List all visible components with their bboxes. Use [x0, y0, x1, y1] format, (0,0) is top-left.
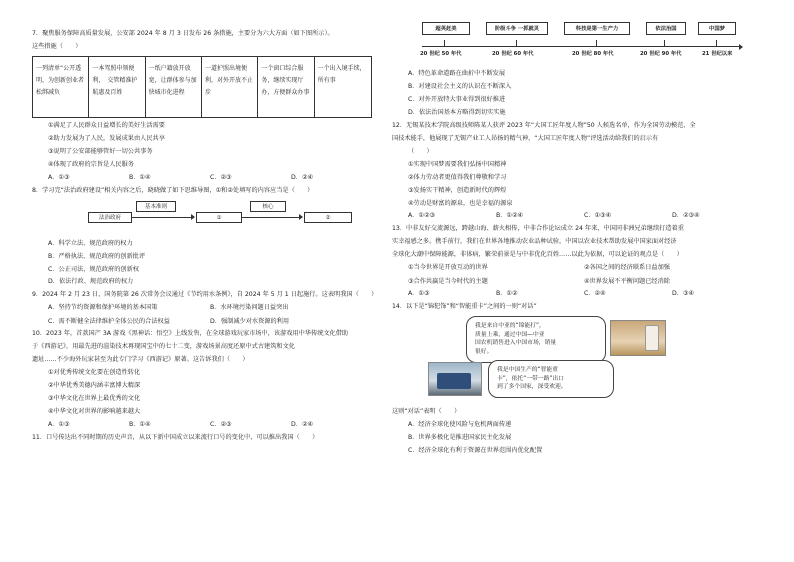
- q11-option[interactable]: C．对外开放特大事业得到很好推进: [408, 95, 506, 103]
- q13-statements: [392, 264, 760, 286]
- q12-statement: ③发扬实干精神，创造新时代的辉煌: [408, 186, 507, 194]
- q7-statement: ④体现了政府的宗旨是人民服务: [48, 160, 134, 168]
- option-a[interactable]: A．①③: [48, 420, 70, 428]
- question-13: [392, 225, 760, 298]
- timeline-label: 20 世纪 90 年代: [640, 51, 682, 57]
- question-9: [32, 291, 378, 326]
- measure-cell: 一纸户籍放开放宽，让群体参与加快城市化进程: [146, 57, 202, 117]
- question-8: [32, 187, 372, 287]
- timeline-label: 20 世纪 50 年代: [420, 51, 462, 57]
- timeline-tick: [596, 40, 597, 46]
- q7-options: [32, 174, 372, 182]
- option-c[interactable]: C．①③④: [584, 212, 612, 220]
- q13-stem-line: 全球化大潮中保障能源，非体病，繁荣前景是与中非优化百姓……以此为依据，可以论证的观点是（ ）: [392, 251, 683, 259]
- q12-options: [392, 212, 760, 220]
- q14-option[interactable]: B．世界多极化是推进国家民主化发展: [408, 433, 512, 441]
- option-d[interactable]: D．②④: [291, 420, 314, 428]
- question-14: [392, 303, 760, 455]
- timeline-label: 20 世纪 60 年代: [492, 51, 534, 57]
- q13-statement: ③合作共赢是当今时代的主题: [408, 277, 488, 285]
- mindmap-box-blank-1: ①: [196, 212, 242, 223]
- q13-stem-line: 实幸福感之多。携手前行，我们在世界各地推动农业品种试验，中国以农业技术帮助发展中国家面对经济: [392, 238, 677, 246]
- q11-timeline: [392, 18, 760, 66]
- q13-statement: ①当今世界是开放互动的世界: [408, 264, 488, 272]
- right-column: [392, 26, 760, 460]
- measure-cell: 一个出入境手续，所有事: [317, 64, 366, 84]
- option-b[interactable]: B．水环境污染问题日益突出: [210, 304, 289, 312]
- q7-statement: ②助力发展为了人民，发展成果由人民共享: [48, 134, 165, 142]
- timeline-tick: [716, 40, 717, 46]
- bubble-text: 卡”，依托“一带一路”出口: [497, 375, 564, 382]
- option-b[interactable]: B．①④: [129, 173, 151, 181]
- timeline-slogan: 中国梦: [698, 22, 736, 35]
- option-b[interactable]: B．①④: [129, 420, 151, 428]
- q12-statement: ②体力劳动者更值得我们尊敬和学习: [408, 173, 507, 181]
- q12-statement: ④劳动是财富的源泉，也是幸福的源泉: [408, 199, 513, 207]
- q10-statement: ④中华文化对世界的影响越来越大: [48, 407, 141, 415]
- timeline-tick: [664, 40, 665, 46]
- option-d[interactable]: D．③④: [672, 290, 695, 298]
- timeline-axis: [422, 46, 742, 47]
- timeline-slogan: 依法治国: [646, 22, 686, 35]
- q7-stem-line: 这些措施（ ）: [32, 42, 82, 50]
- option-a[interactable]: A．①③: [408, 290, 430, 298]
- q14-stem: 14．以下是“锦犯饰”和“智能重卡”之间的一则“对话”: [392, 302, 537, 310]
- mindmap-arrow: [242, 217, 302, 218]
- q14-option[interactable]: C．经济全球化有利于资源在世界范围内优化配置: [408, 446, 543, 454]
- bubble-text: 到了多个国家，深受欢迎。: [497, 384, 567, 391]
- q13-options: [392, 290, 760, 298]
- q11-option[interactable]: A．特色革命道路在曲折中不断发展: [408, 70, 506, 77]
- option-a[interactable]: A．①②③: [408, 212, 436, 220]
- q9-stem: 9．2024 年 2 月 23 日，国务院第 26 次常务会议通过《节约用水条例》，自 2024 年 5 月 1 日起施行。这表明我国（ ）: [32, 291, 378, 299]
- left-column: [32, 30, 378, 447]
- mindmap-box-label: 核心: [250, 201, 286, 212]
- option-d[interactable]: D．②③④: [672, 212, 700, 220]
- q8-option[interactable]: A．科学立法、规范政府的权力: [48, 239, 133, 247]
- question-10: [32, 330, 372, 429]
- q13-stem-line: 13．中非友好交流源远，跨越山海、薪火相传，中非合作论坛成立 24 年来，中国同非洲兄弟继续打造着重: [392, 225, 684, 233]
- bubble-text: 质量上乘，通过中国—中亚: [475, 331, 545, 338]
- q8-option[interactable]: D．依法行政、规范政府的权力: [48, 278, 134, 286]
- q8-option[interactable]: B．严格执法、规范政府的创新批评: [48, 252, 146, 260]
- q11-option[interactable]: D．依法治国基本方略得到切实实施: [408, 108, 506, 116]
- timeline-label: 21 世纪以来: [702, 51, 733, 57]
- timeline-tick: [444, 40, 445, 46]
- q11-option[interactable]: B．对建设社会主义的认识在不断深入: [408, 82, 512, 90]
- q9-options: [32, 304, 372, 326]
- question-11: [32, 434, 372, 442]
- q12-statement: ①实现中国梦需要我们弘扬中国精神: [408, 160, 507, 168]
- measure-cell: 一个窗口综合服务，继续实现厅办，方便群众办事: [258, 57, 314, 117]
- measure-cell: 一本驾照申领便利， 交管精准护航惠及百姓: [89, 57, 145, 117]
- q7-stem-line: 7．聚焦服务保障高质量发展，公安部 2024 年 8 月 3 日发布 26 条措施，主要分为六大方面（如下图所示）。: [32, 30, 334, 37]
- question-12: [392, 122, 760, 221]
- q7-statement: ①满足了人民群众日益增长的美好生活需要: [48, 121, 165, 129]
- mindmap-box-label: 基本准则: [136, 201, 176, 212]
- speech-bubble-import: [466, 316, 606, 363]
- truck-photo: [428, 362, 482, 396]
- timeline-label: 20 世纪 80 年代: [572, 51, 614, 57]
- milk-bottle-icon: [645, 325, 659, 351]
- measure-cell: 一道护照出境便利，对外开放不止步: [202, 57, 258, 117]
- bubble-text: 我是来自中亚的“锦能打”，: [475, 322, 545, 329]
- q10-statement: ②中华优秀美德内涵丰富博大精深: [48, 381, 141, 389]
- option-a[interactable]: A．坚持节约资源和保护环境的基本国策: [48, 304, 158, 312]
- option-c[interactable]: C．需不断健全法律维护全体公民的合法权益: [48, 317, 170, 325]
- q10-statement: ①对优秀传统文化要在创造性转化: [48, 368, 141, 376]
- bubble-text: 我是中国生产的“智能重: [497, 366, 558, 373]
- q7-statement: ③说明了公安部能够管好一切公共事务: [48, 147, 153, 155]
- q12-stem-line: 12．无锡某技术学院高级技师陈某人获评 2023 年“大国工匠年度人物”50 人候选名单，作为全国劳动模范、全: [392, 121, 696, 129]
- q13-statement: ②各国之间的经济联系日益加强: [584, 264, 670, 272]
- truck-icon: [437, 373, 471, 389]
- bubble-text: 国农机销售进入中国市场，销量: [475, 340, 557, 347]
- q8-mindmap: [32, 200, 372, 234]
- q7-measures-table: [32, 56, 372, 118]
- q14-stem2: 这则“对话”表明（ ）: [392, 407, 461, 415]
- speech-bubble-export: [488, 360, 614, 398]
- option-b[interactable]: B．①②④: [496, 212, 524, 220]
- timeline-slogan: 科技是第一生产力: [564, 22, 630, 35]
- q10-stem-line: 于《西游记》，用最先进的渲染技术再现国宝中的七十二变，游戏场景高度还原中式古建筑和文化: [32, 343, 295, 351]
- q14-dialog-illustration: [392, 316, 760, 400]
- q8-stem: 8．学习完“法治政府建设”相关内容之后，晓晓做了如下思维导图，①和②处填写的内容应当是（ ）: [32, 186, 314, 194]
- bubble-text: 很好。: [475, 348, 493, 355]
- q13-statement: ④世界发展不平衡问题已经消除: [584, 277, 670, 285]
- option-d[interactable]: D．②④: [291, 173, 314, 181]
- q10-stem-line: 10．2023 年，首款国产 3A 游戏《黑神话：悟空》上线发售，在全球游戏玩家市场中，该游戏用中华传统文化借助: [32, 330, 349, 338]
- mindmap-box-root: 法治政府: [88, 212, 132, 223]
- timeline-tick: [516, 40, 517, 46]
- question-7: [32, 30, 372, 182]
- mindmap-arrow: [132, 217, 194, 218]
- q10-options: [32, 421, 372, 429]
- option-b[interactable]: B．①②: [496, 290, 518, 298]
- option-c[interactable]: C．②④: [584, 290, 606, 298]
- measure-cell: 一列清单“公开透明，为创新创业者松绑减负: [33, 57, 89, 117]
- option-c[interactable]: C．②③: [210, 420, 232, 428]
- option-c[interactable]: C．②③: [210, 173, 232, 181]
- q12-stem-line: （ ）: [408, 147, 433, 155]
- q11-stem: 11．口号传达出不同时期的历史声音，从以下新中国成立以来流行口号的变化中，可以推出我国（ ）: [32, 433, 319, 441]
- flour-bags-photo: [610, 320, 666, 356]
- q8-option[interactable]: C．公正司法、规范政府的创新权: [48, 265, 139, 273]
- timeline-slogan: 超英赶美: [422, 22, 470, 35]
- mindmap-box-blank-2: ②: [304, 212, 352, 223]
- timeline-slogan: 阶级斗争 一抓就灵: [486, 22, 548, 35]
- q10-stem-line: 遗址……不少海外玩家甚至为此专门学习《西游记》原著。这告诉我们（ ）: [32, 356, 249, 364]
- option-a[interactable]: A．①③: [48, 173, 70, 181]
- option-d[interactable]: D．强制减少对水资源的利用: [210, 317, 290, 325]
- q14-option[interactable]: A．经济全球化使风险与危机两面传递: [408, 420, 512, 428]
- q12-stem-line: 国技术能手，他展现了无锡产业工人昂扬的精气神，“大国工匠年度人物”评选活动给我们的启示有: [392, 134, 659, 142]
- q10-statement: ③中华文化在世界上最优秀的文化: [48, 394, 141, 402]
